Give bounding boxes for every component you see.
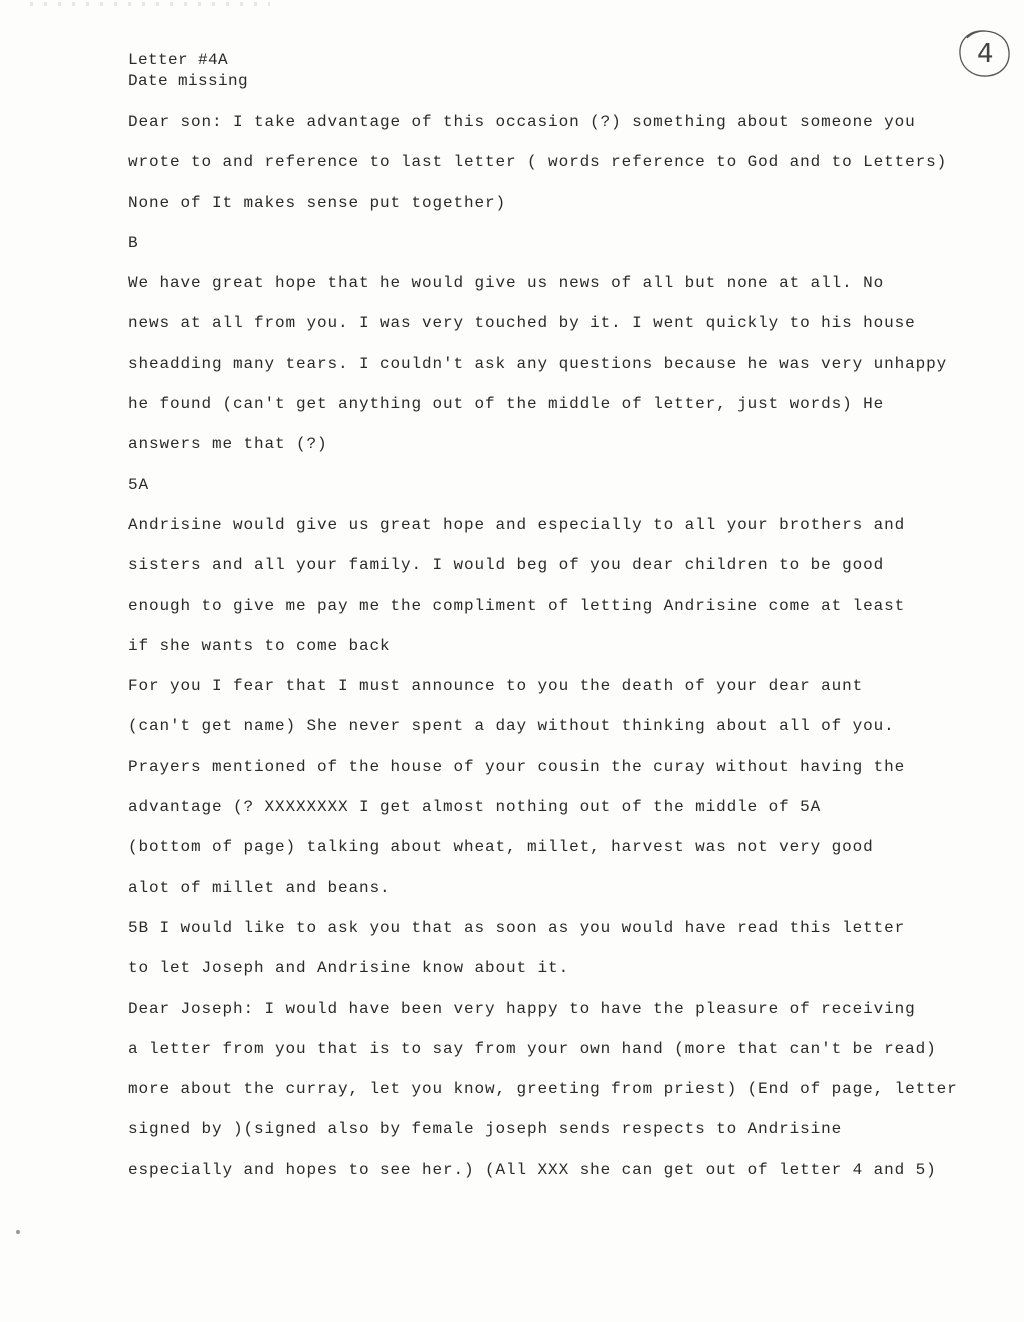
text-line: he found (can't get anything out of the middle of letter, just words) He xyxy=(128,395,885,414)
letter-body xyxy=(128,111,958,1199)
text-line: (can't get name) She never spent a day without thinking about all of you. xyxy=(128,717,895,736)
text-line: answers me that (?) xyxy=(128,435,328,454)
text-line: (bottom of page) talking about wheat, millet, harvest was not very good xyxy=(128,838,874,857)
text-line: a letter from you that is to say from your own hand (more that can't be read) xyxy=(128,1039,937,1058)
scan-artifact xyxy=(30,2,270,6)
text-line: signed by )(signed also by female joseph sends respects to Andrisine xyxy=(128,1120,843,1139)
section-marker: B xyxy=(128,233,139,252)
page-number-text: 4 xyxy=(977,39,994,69)
circled-page-number xyxy=(955,28,1013,80)
text-line: Dear Joseph: I would have been very happy to have the pleasure of receiving xyxy=(128,999,916,1018)
scan-dot xyxy=(16,1230,20,1234)
text-line: more about the curray, let you know, greeting from priest) (End of page, letter xyxy=(128,1080,958,1099)
text-line: wrote to and reference to last letter ( words reference to God and to Letters) xyxy=(128,153,948,172)
text-line: We have great hope that he would give us news of all but none at all. No xyxy=(128,274,885,293)
text-line: Prayers mentioned of the house of your cousin the curay without having the xyxy=(128,757,906,776)
text-line: to let Joseph and Andrisine know about it. xyxy=(128,959,570,978)
letter-date: Date missing xyxy=(128,72,249,90)
section-marker: 5A xyxy=(128,475,150,494)
text-line: Dear son: I take advantage of this occasion (?) something about someone you xyxy=(128,113,916,131)
text-line: news at all from you. I was very touched by it. I went quickly to his house xyxy=(128,314,916,333)
text-line: alot of millet and beans. xyxy=(128,878,391,897)
text-line: sheadding many tears. I couldn't ask any questions because he was very unhappy xyxy=(128,354,948,373)
hand-drawn-circle-icon xyxy=(955,28,1013,80)
text-line: For you I fear that I must announce to you the death of your dear aunt xyxy=(128,677,864,696)
text-line: if she wants to come back xyxy=(128,636,391,655)
text-line: sisters and all your family. I would beg of you dear children to be good xyxy=(128,556,885,575)
text-line: especially and hopes to see her.) (All XXX she can get out of letter 4 and 5) xyxy=(128,1160,937,1179)
text-line: Andrisine would give us great hope and especially to all your brothers and xyxy=(128,515,906,534)
text-line: None of It makes sense put together) xyxy=(128,193,507,212)
letter-title: Letter #4A xyxy=(128,51,229,69)
text-line: advantage (? XXXXXXXX I get almost nothing out of the middle of 5A xyxy=(128,798,822,817)
letter-header xyxy=(128,50,248,92)
text-line: 5B I would like to ask you that as soon as you would have read this letter xyxy=(128,918,906,937)
text-line: enough to give me pay me the compliment of letting Andrisine come at least xyxy=(128,596,906,615)
